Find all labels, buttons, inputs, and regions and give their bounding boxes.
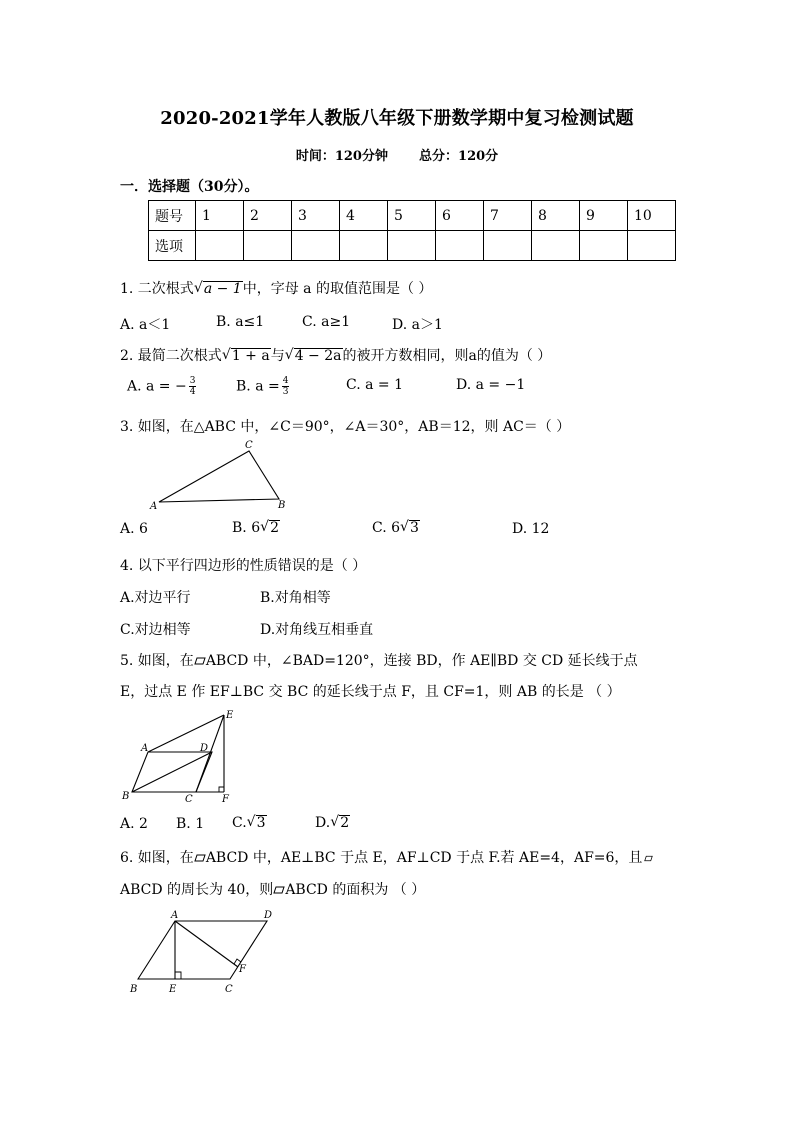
fraction: $\frac{3}{4}$ [189, 376, 196, 397]
q5-option-b[interactable]: B. 1 [176, 816, 205, 832]
q2-option-c[interactable]: C. a = 1 [346, 377, 403, 393]
q2-option-a[interactable] [127, 376, 198, 397]
q5-option-c[interactable] [232, 815, 267, 831]
table-row [149, 231, 676, 261]
answer-cell[interactable] [436, 231, 484, 261]
exam-time: 时间：120分钟 [295, 149, 388, 164]
answer-cell[interactable] [628, 231, 676, 261]
question-6-stem-line2 [120, 879, 425, 899]
parallelogram-icon [194, 657, 206, 665]
label-c: C [245, 440, 253, 451]
sqrt-expression: √ 2 [330, 814, 350, 831]
question-1-stem [120, 278, 432, 298]
label-d: D [264, 910, 273, 921]
question-text: ABCD 的周长为 40，则 [120, 882, 274, 898]
exam-total-score: 总分：120分 [419, 149, 499, 164]
question-2-stem [120, 345, 551, 365]
table-cell: 1 [196, 201, 244, 231]
section-heading: 一．选择题（30分）。 [120, 179, 259, 195]
table-cell: 9 [580, 201, 628, 231]
q3-option-b[interactable] [232, 520, 280, 536]
answer-table [148, 200, 676, 261]
option-text: B. 6 [232, 520, 261, 536]
q4-option-c[interactable]: C.对边相等 [120, 622, 191, 638]
parallelogram-figure-q6 [124, 906, 284, 998]
option-text: C. [232, 815, 247, 831]
document-title: 2020-2021学年人教版八年级下册数学期中复习检测试题 [160, 108, 634, 129]
sqrt-expression: √ 1 + a [221, 347, 270, 364]
segment-af [175, 921, 238, 967]
q1-option-b[interactable]: B. a≤1 [216, 314, 265, 330]
table-cell: 8 [532, 201, 580, 231]
exam-info [0, 145, 794, 164]
question-3-stem: 3. 如图，在△ABC 中，∠C＝90°，∠A＝30°，AB＝12，则 AC＝（ ） [120, 419, 571, 435]
option-text: A. a = − [127, 378, 187, 395]
label-b: B [122, 791, 130, 802]
table-cell: 6 [436, 201, 484, 231]
question-1-text: 1. 二次根式 [120, 281, 194, 297]
q3-option-c[interactable] [372, 520, 420, 536]
option-text: C. 6 [372, 520, 401, 536]
option-text: B. a = [236, 378, 280, 395]
option-text: D. [315, 815, 331, 831]
question-6-stem-line1 [120, 847, 653, 867]
label-e: E [169, 984, 177, 995]
sqrt-expression: √ 3 [400, 519, 419, 536]
right-angle-mark-e [175, 972, 181, 979]
parallelogram-icon [273, 886, 285, 894]
fraction: $\frac{4}{3}$ [282, 376, 289, 397]
label-d: D [200, 743, 209, 754]
question-text: ABCD 的面积为 （ ） [285, 882, 426, 898]
question-text: ABCD 中，AE⊥BC 于点 E，AF⊥CD 于点 F.若 AE=4，AF=6，且 [205, 850, 643, 866]
sqrt-expression: √ 2 [260, 519, 280, 536]
q4-option-d[interactable]: D.对角线互相垂直 [260, 622, 374, 638]
q2-option-b[interactable] [236, 376, 291, 397]
label-b: B [130, 984, 138, 995]
q3-option-a[interactable]: A. 6 [120, 521, 148, 537]
q5-option-a[interactable]: A. 2 [120, 816, 148, 832]
question-text: 5. 如图，在 [120, 653, 194, 669]
parallelogram-icon [644, 855, 653, 862]
q4-option-b[interactable]: B.对角相等 [260, 590, 331, 606]
answer-cell[interactable] [292, 231, 340, 261]
q3-option-d[interactable]: D. 12 [512, 521, 550, 537]
sqrt-expression: √ a − 1 [193, 280, 242, 297]
right-angle-mark [219, 787, 224, 792]
answer-cell[interactable] [388, 231, 436, 261]
table-cell: 5 [388, 201, 436, 231]
q5-option-d[interactable] [315, 815, 350, 831]
question-text: 6. 如图，在 [120, 850, 194, 866]
label-a: A [171, 910, 179, 921]
label-a: A [141, 743, 149, 754]
triangle-abc [159, 451, 279, 502]
sqrt-expression: √ 4 − 2a [284, 347, 342, 364]
label-f: F [239, 964, 246, 975]
parallelogram-figure-q5 [118, 706, 246, 806]
table-row [149, 201, 676, 231]
q1-option-d[interactable]: D. a＞1 [392, 317, 443, 333]
table-cell: 3 [292, 201, 340, 231]
question-1-text-end: 中，字母 a 的取值范围是（ ） [242, 281, 433, 297]
question-5-stem-line1 [120, 650, 638, 670]
question-2-text: 2. 最简二次根式 [120, 348, 222, 364]
q2-option-d[interactable]: D. a = −1 [456, 377, 526, 393]
q1-option-a[interactable]: A. a＜1 [120, 317, 171, 333]
sqrt-expression: √ 3 [246, 814, 266, 831]
question-text: ABCD 中，∠BAD=120°，连接 BD，作 AE∥BD 交 CD 延长线于点 [205, 653, 638, 669]
label-f: F [222, 794, 229, 805]
answer-cell[interactable] [580, 231, 628, 261]
segment-bd [132, 752, 212, 792]
table-header-cell: 题号 [149, 201, 196, 231]
label-b: B [278, 500, 286, 511]
label-c: C [185, 794, 193, 805]
question-4-stem: 4. 以下平行四边形的性质错误的是（ ） [120, 558, 367, 574]
question-2-text-mid: 与 [270, 348, 285, 364]
table-cell: 10 [628, 201, 676, 231]
table-cell: 2 [244, 201, 292, 231]
table-cell: 7 [484, 201, 532, 231]
parallelogram-icon [194, 854, 206, 862]
question-5-stem-line2: E，过点 E 作 EF⊥BC 交 BC 的延长线于点 F，且 CF=1，则 AB 的长是 （ ） [120, 684, 621, 700]
answer-cell[interactable] [340, 231, 388, 261]
table-cell: 4 [340, 201, 388, 231]
parallelogram-abcd [138, 921, 267, 979]
question-2-text-end: 的被开方数相同，则a的值为（ ） [342, 348, 552, 364]
answer-cell[interactable] [244, 231, 292, 261]
triangle-figure [145, 436, 295, 512]
q4-option-a[interactable]: A.对边平行 [120, 590, 191, 606]
answer-cell[interactable] [196, 231, 244, 261]
q1-option-c[interactable]: C. a≥1 [302, 314, 351, 330]
answer-cell[interactable] [532, 231, 580, 261]
label-a: A [150, 501, 158, 512]
answer-cell[interactable] [484, 231, 532, 261]
label-c: C [225, 984, 233, 995]
table-header-cell: 选项 [149, 231, 196, 261]
label-e: E [226, 710, 234, 721]
